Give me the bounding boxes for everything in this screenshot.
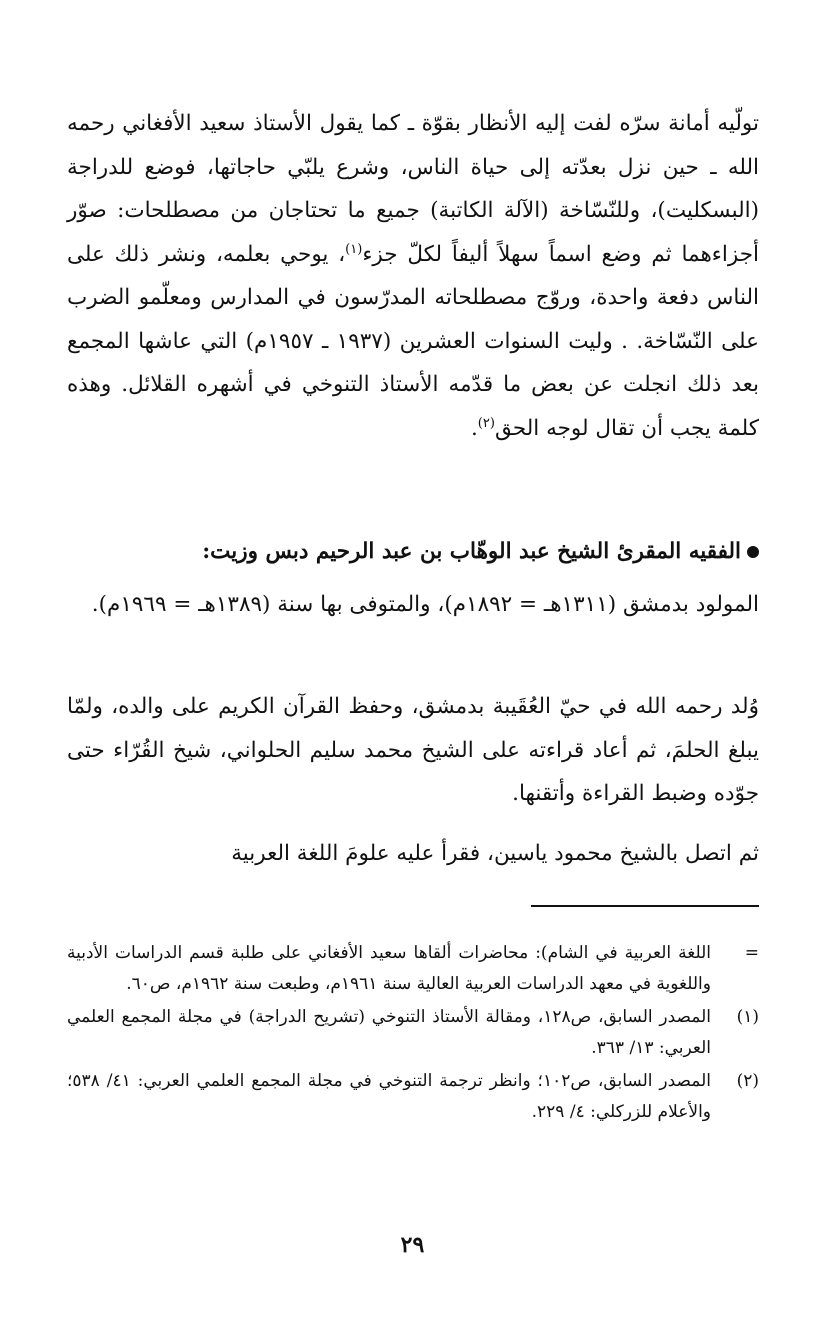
footnote-text: اللغة العربية في الشام): محاضرات ألقاها سعيد الأفغاني على طلبة قسم الدراسات الأدبية واللغوية في معهد الدراسات العربية العالية سنة ١٩٦١م، وطبعت سنة ١٩٦٢م، ص٦٠. [67,943,711,994]
footnote-mark: (١) [736,1007,759,1027]
intro-text-part2: ، يوحي بعلمه، ونشر ذلك على الناس دفعة واحدة، وروّج مصطلحاته المدرّسون في المدارس ومعلّمو الضرب على النّسّاخة. . وليت السنوات العشرين (١٩٣٧ ـ ١٩٥٧م) التي عاشها المجمع بعد ذلك انجلت عن بعض ما قدّمه الأستاذ التنوخي في أشهره القلائل. وهذه كلمة يجب أن تقال لوجه الحق [67,241,759,441]
footnote-mark: (٢) [736,1071,759,1091]
footnote-ref-2: (٢) [477,415,495,431]
footnote-mark: = [744,943,759,963]
study-paragraph [67,832,759,876]
footnote-text: المصدر السابق، ص١٠٢؛ وانظر ترجمة التنوخي في مجلة المجمع العلمي العربي: ٤١/ ٥٣٨؛ والأعلام للزركلي: ٤/ ٢٢٩. [67,1071,711,1122]
footnotes [67,938,759,1130]
intro-text [67,102,759,450]
footnote-item [67,1066,759,1128]
footnote-divider [531,905,759,907]
intro-text-part1: تولّيه أمانة سرّه لفت إليه الأنظار بقوّة ـ كما يقول الأستاذ سعيد الأفغاني رحمه الله ـ حين نزل بعدّته إلى حياة الناس، وشرع يلبّي حاجاتها، فوضع للدراجة (البسكليت)، وللنّسّاخة (الآلة الكاتبة) جميع ما تحتاجان من مصطلحات: صوّر أجزاءهما ثم وضع اسماً سهلاً أليفاً لكلّ جزء [67,111,759,267]
intro-paragraph [67,102,759,450]
footnote-item [67,938,759,1000]
section-heading-text: الفقيه المقرئ الشيخ عبد الوهّاب بن عبد الرحيم دبس وزيت: [202,539,741,564]
section-heading [67,530,759,574]
life-text: وُلد رحمه الله في حيّ العُقَيبة بدمشق، وحفظ القرآن الكريم على والده، ولمّا يبلغ الحلمَ، ثم أعاد قراءته على الشيخ محمد سليم الحلواني، شيخ القُرّاء حتى جوّده وضبط القراءة وأتقنها. [67,694,759,806]
birth-paragraph [67,583,759,627]
footnote-text: المصدر السابق، ص١٢٨، ومقالة الأستاذ التنوخي (تشريح الدراجة) في مجلة المجمع العلمي العربي: ١٣/ ٣٦٣. [67,1007,711,1058]
footnote-ref-1: (١) [345,241,363,257]
page-number: ٢٩ [400,1232,425,1258]
study-text: ثم اتصل بالشيخ محمود ياسين، فقرأ عليه علومَ اللغة العربية [231,841,759,866]
bullet-icon [747,546,759,558]
intro-text-end: . [470,415,478,441]
life-paragraph [67,685,759,816]
birth-text: المولود بدمشق (١٣١١هـ = ١٨٩٢م)، والمتوفى بها سنة (١٣٨٩هـ = ١٩٦٩م). [91,592,759,617]
footnote-item [67,1002,759,1064]
